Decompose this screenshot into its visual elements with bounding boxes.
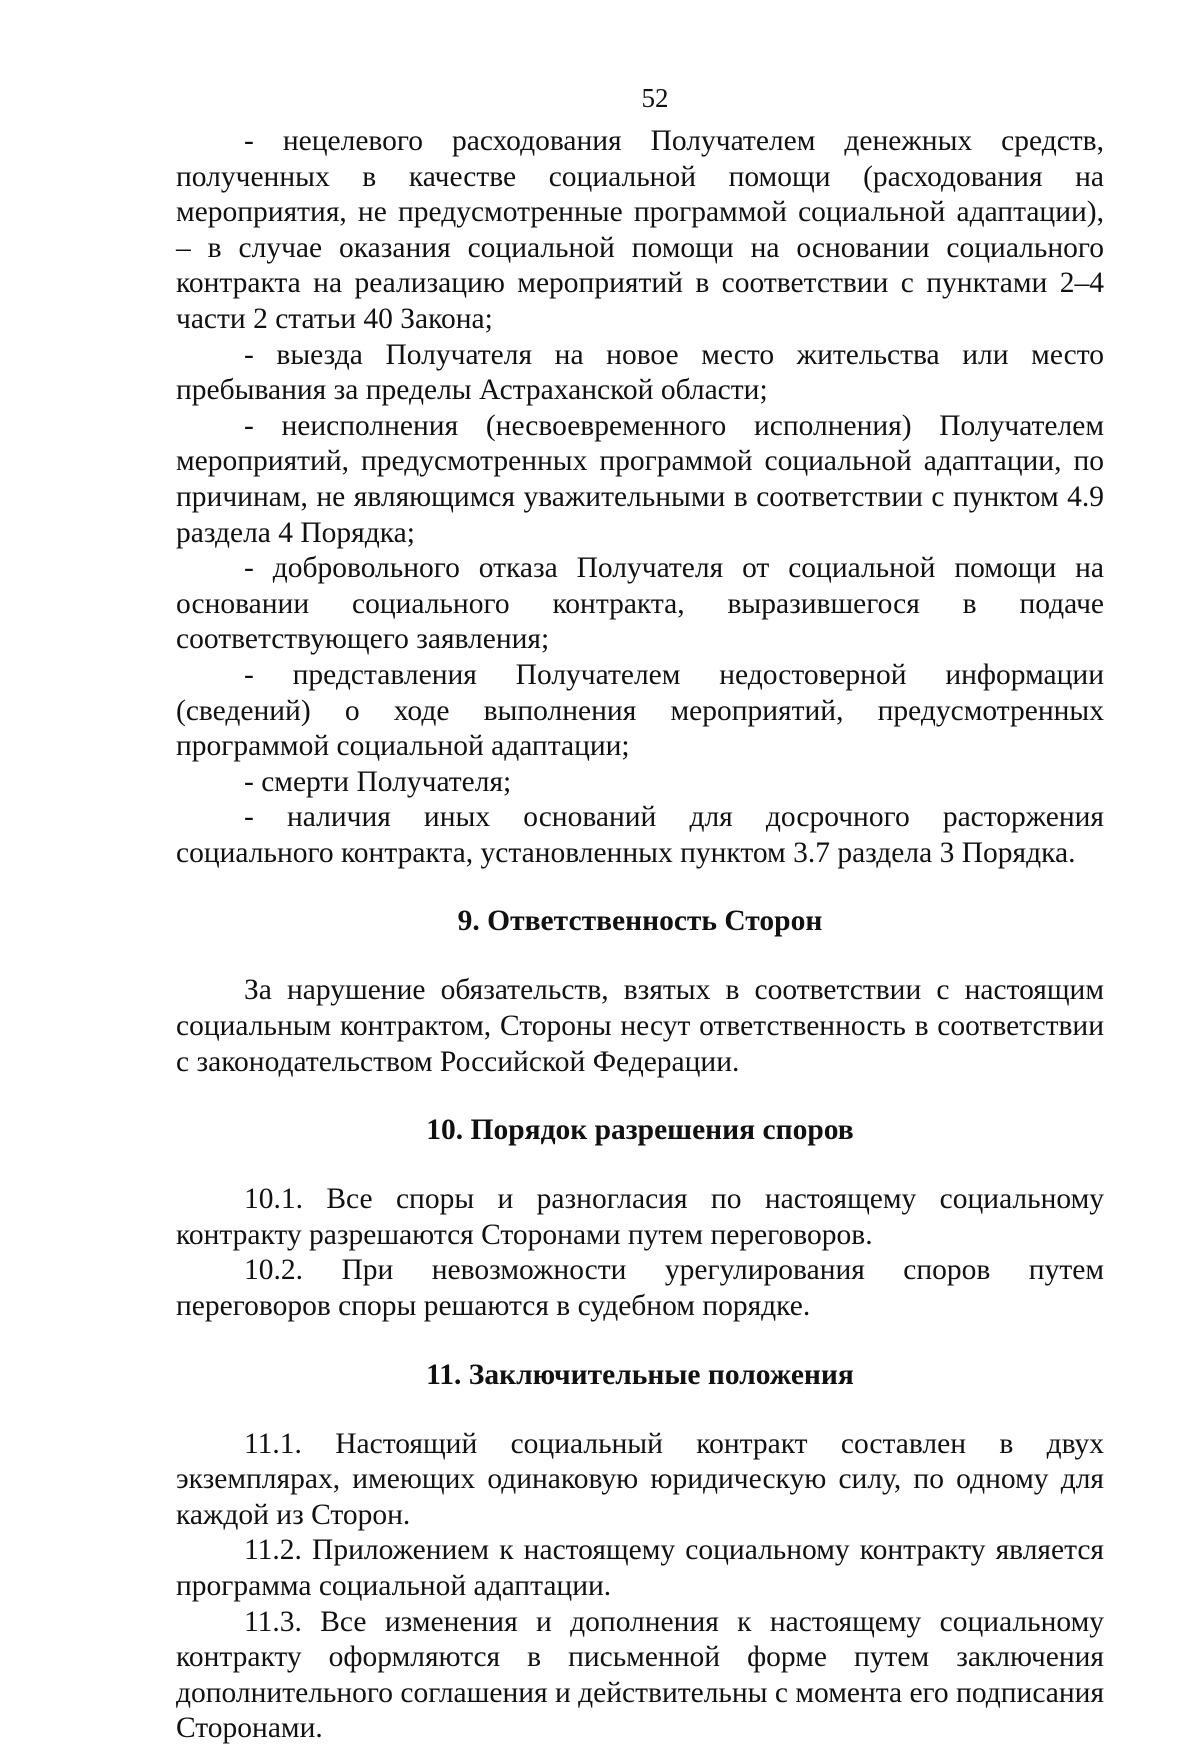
list-item: - представления Получателем недостоверной информации (сведений) о ходе выполнения мероприятий, предусмотренных программой социальной адаптации; xyxy=(176,658,1104,763)
section-paragraph: 11.1. Настоящий социальный контракт составлен в двух экземплярах, имеющих одинаковую юридическую силу, по одному для каждой из Сторон. xyxy=(176,1427,1104,1531)
section-final-provisions xyxy=(176,1357,1104,1747)
list-item: - выезда Получателя на новое место жительства или место пребывания за пределы Астраханской области; xyxy=(176,338,1104,407)
section-paragraph: 11.3. Все изменения и дополнения к настоящему социальному контракту оформляются в письменной форме путем заключения дополнительного соглашения и действительны с момента его подписания Сторонами. xyxy=(176,1605,1105,1745)
section-paragraph: 11.2. Приложением к настоящему социальному контракту является программа социальной адаптации. xyxy=(176,1534,1104,1602)
section-responsibility xyxy=(176,903,1104,1080)
list-item: - нецелевого расходования Получателем денежных средств, полученных в качестве социальной помощи (расходования на мероприятия, не предусмотренные программой социальной адаптации), – в случае оказания социальной помощи на основании социального контракта на реализацию мероприятий в соответствии с пунктами 2–4 части 2 статьи 40 Закона; xyxy=(176,125,1104,335)
list-item: - добровольного отказа Получателя от социальной помощи на основании социального контракта, выразившегося в подаче соответствующего заявления; xyxy=(176,552,1104,656)
section-heading: 11. Заключительные положения xyxy=(426,1358,854,1391)
list-item: - смерти Получателя; xyxy=(244,765,512,798)
section-heading: 10. Порядок разрешения споров xyxy=(426,1114,854,1147)
section-paragraph: 10.1. Все споры и разногласия по настоящему социальному контракту разрешаются Сторонами путем переговоров. xyxy=(176,1183,1104,1251)
section-paragraph: 10.2. При невозможности урегулирования споров путем переговоров споры решаются в судебном порядке. xyxy=(176,1254,1104,1323)
list-item: - наличия иных оснований для досрочного расторжения социального контракта, установленных пунктом 3.7 раздела 3 Порядка. xyxy=(176,801,1104,869)
section-paragraph: За нарушение обязательств, взятых в соответствии с настоящим социальным контрактом, Стороны несут ответственность в соответствии с законодательством Российской Федерации. xyxy=(176,974,1104,1078)
section-heading: 9. Ответственность Сторон xyxy=(457,905,823,938)
page-number: 52 xyxy=(641,83,669,113)
termination-grounds-list xyxy=(176,124,1104,871)
list-item: - неисполнения (несвоевременного исполнения) Получателем мероприятий, предусмотренных программой социальной адаптации, по причинам, не являющимся уважительными в соответствии с пунктом 4.9 раздела 4 Порядка; xyxy=(176,409,1104,549)
section-disputes xyxy=(176,1112,1104,1324)
